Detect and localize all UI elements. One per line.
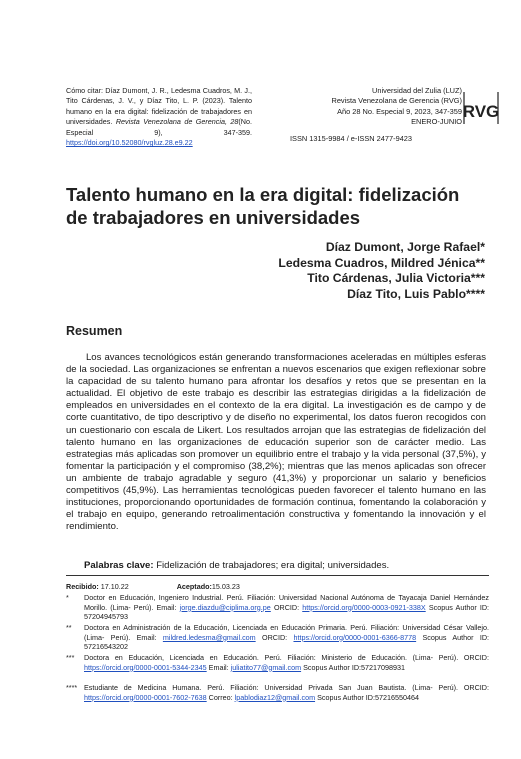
footnote-orcid-link[interactable]: https://orcid.org/0000-0003-0921-338X [302,602,426,612]
rvg-logo-text: RVG [462,102,500,121]
footnote-text: Doctora en Administración de la Educación, Licenciada en Educación Primaria. Perú. Filiación: Universidad César Vallejo. (Lima- Perú). Email: [84,623,489,642]
received-date: 17.10.22 [100,582,129,591]
footnote-orcid-label: ORCID: [261,632,288,642]
footnote-email-link[interactable]: mildred.ledesma@gmail.com [162,632,256,642]
footnote-tail: Scopus Author ID: 57216543202 [84,632,490,652]
footnote-3 [66,653,489,672]
received-label: Recibido: [66,582,99,591]
dates [66,582,240,591]
accepted-date: 15.03.23 [211,582,240,591]
citation-block [66,86,252,148]
footnote-email-link[interactable]: lpablodiaz12@gmail.com [234,692,316,702]
keywords [84,560,389,571]
footnote-divider [66,575,489,576]
footnote-text: Estudiante de Medicina Humana. Perú. Filiación: Universidad Privada San Juan Bautista. (Lima- Perú). ORCID: [84,683,489,692]
citation-journal: Revista Venezolana de Gerencia, 28 [115,117,239,127]
footnote-text: Doctora en Educación, Licenciada en Educación. Perú. Filiación: Ministerio de Educación. (Lima- Perú). ORCID: [84,653,489,662]
author-3: Tito Cárdenas, Julia Victoria*** [307,271,485,286]
footnote-tail: Scopus Author ID:57217098931 [303,662,405,672]
journal-issue: Año 28 No. Especial 9, 2023, 347-359 [337,106,462,116]
footnote-4 [66,683,489,702]
footnote-marker: *** [66,653,75,662]
footnote-tail: Scopus Author ID:57216550464 [317,692,419,702]
citation-issue: (No. Especial 9), 347-359. [66,117,252,137]
footnote-email-link[interactable]: juliatito77@gmail.com [230,662,302,672]
footnote-marker: **** [66,683,78,692]
footnote-tail: Scopus Author ID: 57204945793 [84,602,490,622]
citation-text: Cómo citar: Díaz Dumont, J. R., Ledesma Cuadros, M. J., Tito Cárdenas, J. V., y Díaz Tito, L. P. (2023). Talento humano en la era digital: fidelización de trabajadores en universidades. [66,86,252,127]
article-title: Talento humano en la era digital: fidelización de trabajadores en universidades [66,184,460,228]
footnote-2 [66,623,489,652]
footnote-email-link[interactable]: jorge.diazdu@ciplima.org.pe [179,602,271,612]
author-1: Díaz Dumont, Jorge Rafael* [325,240,485,254]
footnote-marker: * [66,593,69,602]
abstract-heading: Resumen [66,324,123,338]
rvg-logo [462,90,500,126]
author-2: Ledesma Cuadros, Mildred Jénica** [278,255,485,270]
footnote-orcid-link[interactable]: https://orcid.org/0000-0001-6366-8778 [293,632,417,642]
journal-period: ENERO-JUNIO [411,117,462,127]
journal-name: Revista Venezolana de Gerencia (RVG) [331,96,462,106]
footnote-orcid-link[interactable]: https://orcid.org/0000-0001-5344-2345 [84,662,207,672]
journal-info [262,86,462,128]
keywords-label: Palabras clave: [84,560,154,571]
accepted-label: Aceptado: [176,582,212,591]
author-list [65,240,485,302]
journal-university: Universidad del Zulia (LUZ) [372,86,462,95]
footnote-text: Doctor en Educación, Ingeniero Industrial. Perú. Filiación: Universidad Nacional Autónoma de Tayacaja Daniel Hernández Morillo. (Lima- Perú). Email: [84,593,489,612]
citation-doi-link[interactable]: https://doi.org/10.52080/rvgluz.28.e9.22 [66,138,193,148]
author-4: Díaz Tito, Luis Pablo**** [347,286,485,301]
footnote-orcid-label: ORCID: [273,602,300,612]
footnote-email-label: Email: [208,662,229,672]
footnote-1 [66,593,489,622]
footnote-email-label: Correo: [208,692,233,702]
keywords-text: Fidelización de trabajadores; era digital; universidades. [156,560,390,571]
issn: ISSN 1315-9984 / e-ISSN 2477-9423 [290,134,413,143]
abstract-text: Los avances tecnológicos están generando transformaciones aceleradas en múltiples esferas de la sociedad. Las organizaciones se enfrentan a nuevos escenarios que exigen reflexionar sobre la capacidad de su talento humano para afrontar los desafíos y retos que se presentan en la actualidad. El objetivo de este trabajo es describir las estrategias dirigidas a la fidelización de empleados en universidades en el contexto de la era digital. La investigación es de campo y de corte cuantitativo, de tipo descriptivo y de diseño no experimental, los datos fueron recogidos con un cuestionario con escala de Likert. Los resultados arrojan que las estrategias de fidelización del talento humano en las organizaciones de educación superior son de carácter medio. Las estrategias más aplicadas son promover un equilibrio entre el trabajo y la vida personal (37,5%), y fomentar la participación y el compromiso (38,2%); mientras que las menos aplicadas son ofrecer un ambiente de trabajo agradable y seguro (41,3%) y proporcionar un salario y beneficios competitivos (45,9%). Las herramientas tecnológicas pueden favorecer el talento humano en las instituciones, proporcionando oportunidades de formación continua, fomentando la colaboración y el trabajo en equipo, generando retroalimentación constructiva y fomentando la innovación y el rendimiento. [66,352,486,533]
footnote-marker: ** [66,623,72,632]
abstract-body [66,352,486,533]
footnote-orcid-link[interactable]: https://orcid.org/0000-0001-7602-7638 [84,692,207,702]
